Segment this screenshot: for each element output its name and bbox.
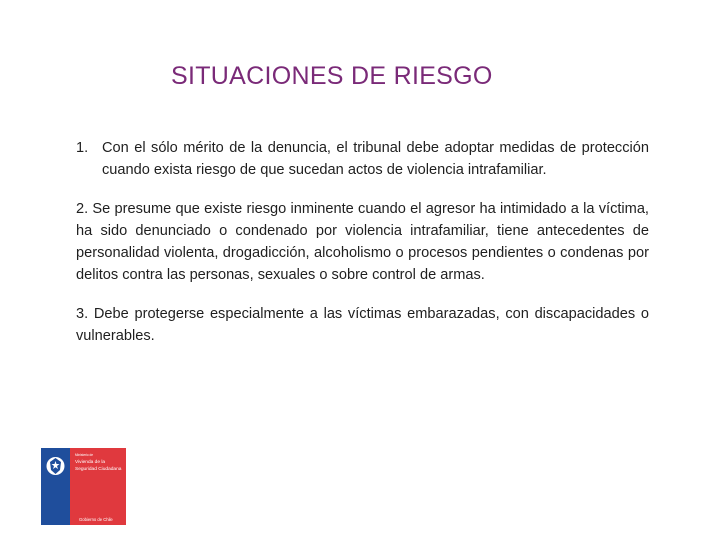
paragraph: 3. Debe protegerse especialmente a las víctimas embarazadas, con discapacidades o vulnerables. bbox=[76, 306, 649, 344]
government-logo bbox=[41, 448, 126, 525]
paragraph: 2. Se presume que existe riesgo inminente cuando el agresor ha intimidado a la víctima, ha sido denunciado o condenado por violencia intrafamiliar, tiene antecedentes de personalidad violenta, drogadicción, alcoholismo o procesos pendientes o condenas por delitos contra las personas, sexuales o sobre control de armas. bbox=[76, 201, 649, 283]
slide-content bbox=[76, 137, 649, 364]
logo-text-line: Seguridad Ciudadana bbox=[75, 467, 122, 472]
list-item-text: Con el sólo mérito de la denuncia, el tribunal debe adoptar medidas de protección cuando exista riesgo de que sucedan actos de violencia intrafamiliar. bbox=[102, 140, 649, 178]
logo-footer-text: Gobierno de Chile bbox=[79, 517, 113, 522]
list-item-number: 1. bbox=[76, 140, 89, 156]
logo-text-line: Ministerio de bbox=[75, 453, 94, 457]
coat-of-arms-icon bbox=[47, 457, 65, 475]
slide-title: SITUACIONES DE RIESGO bbox=[171, 62, 493, 90]
list-item bbox=[76, 137, 649, 181]
logo-text-line: Vivienda de la bbox=[75, 460, 106, 465]
